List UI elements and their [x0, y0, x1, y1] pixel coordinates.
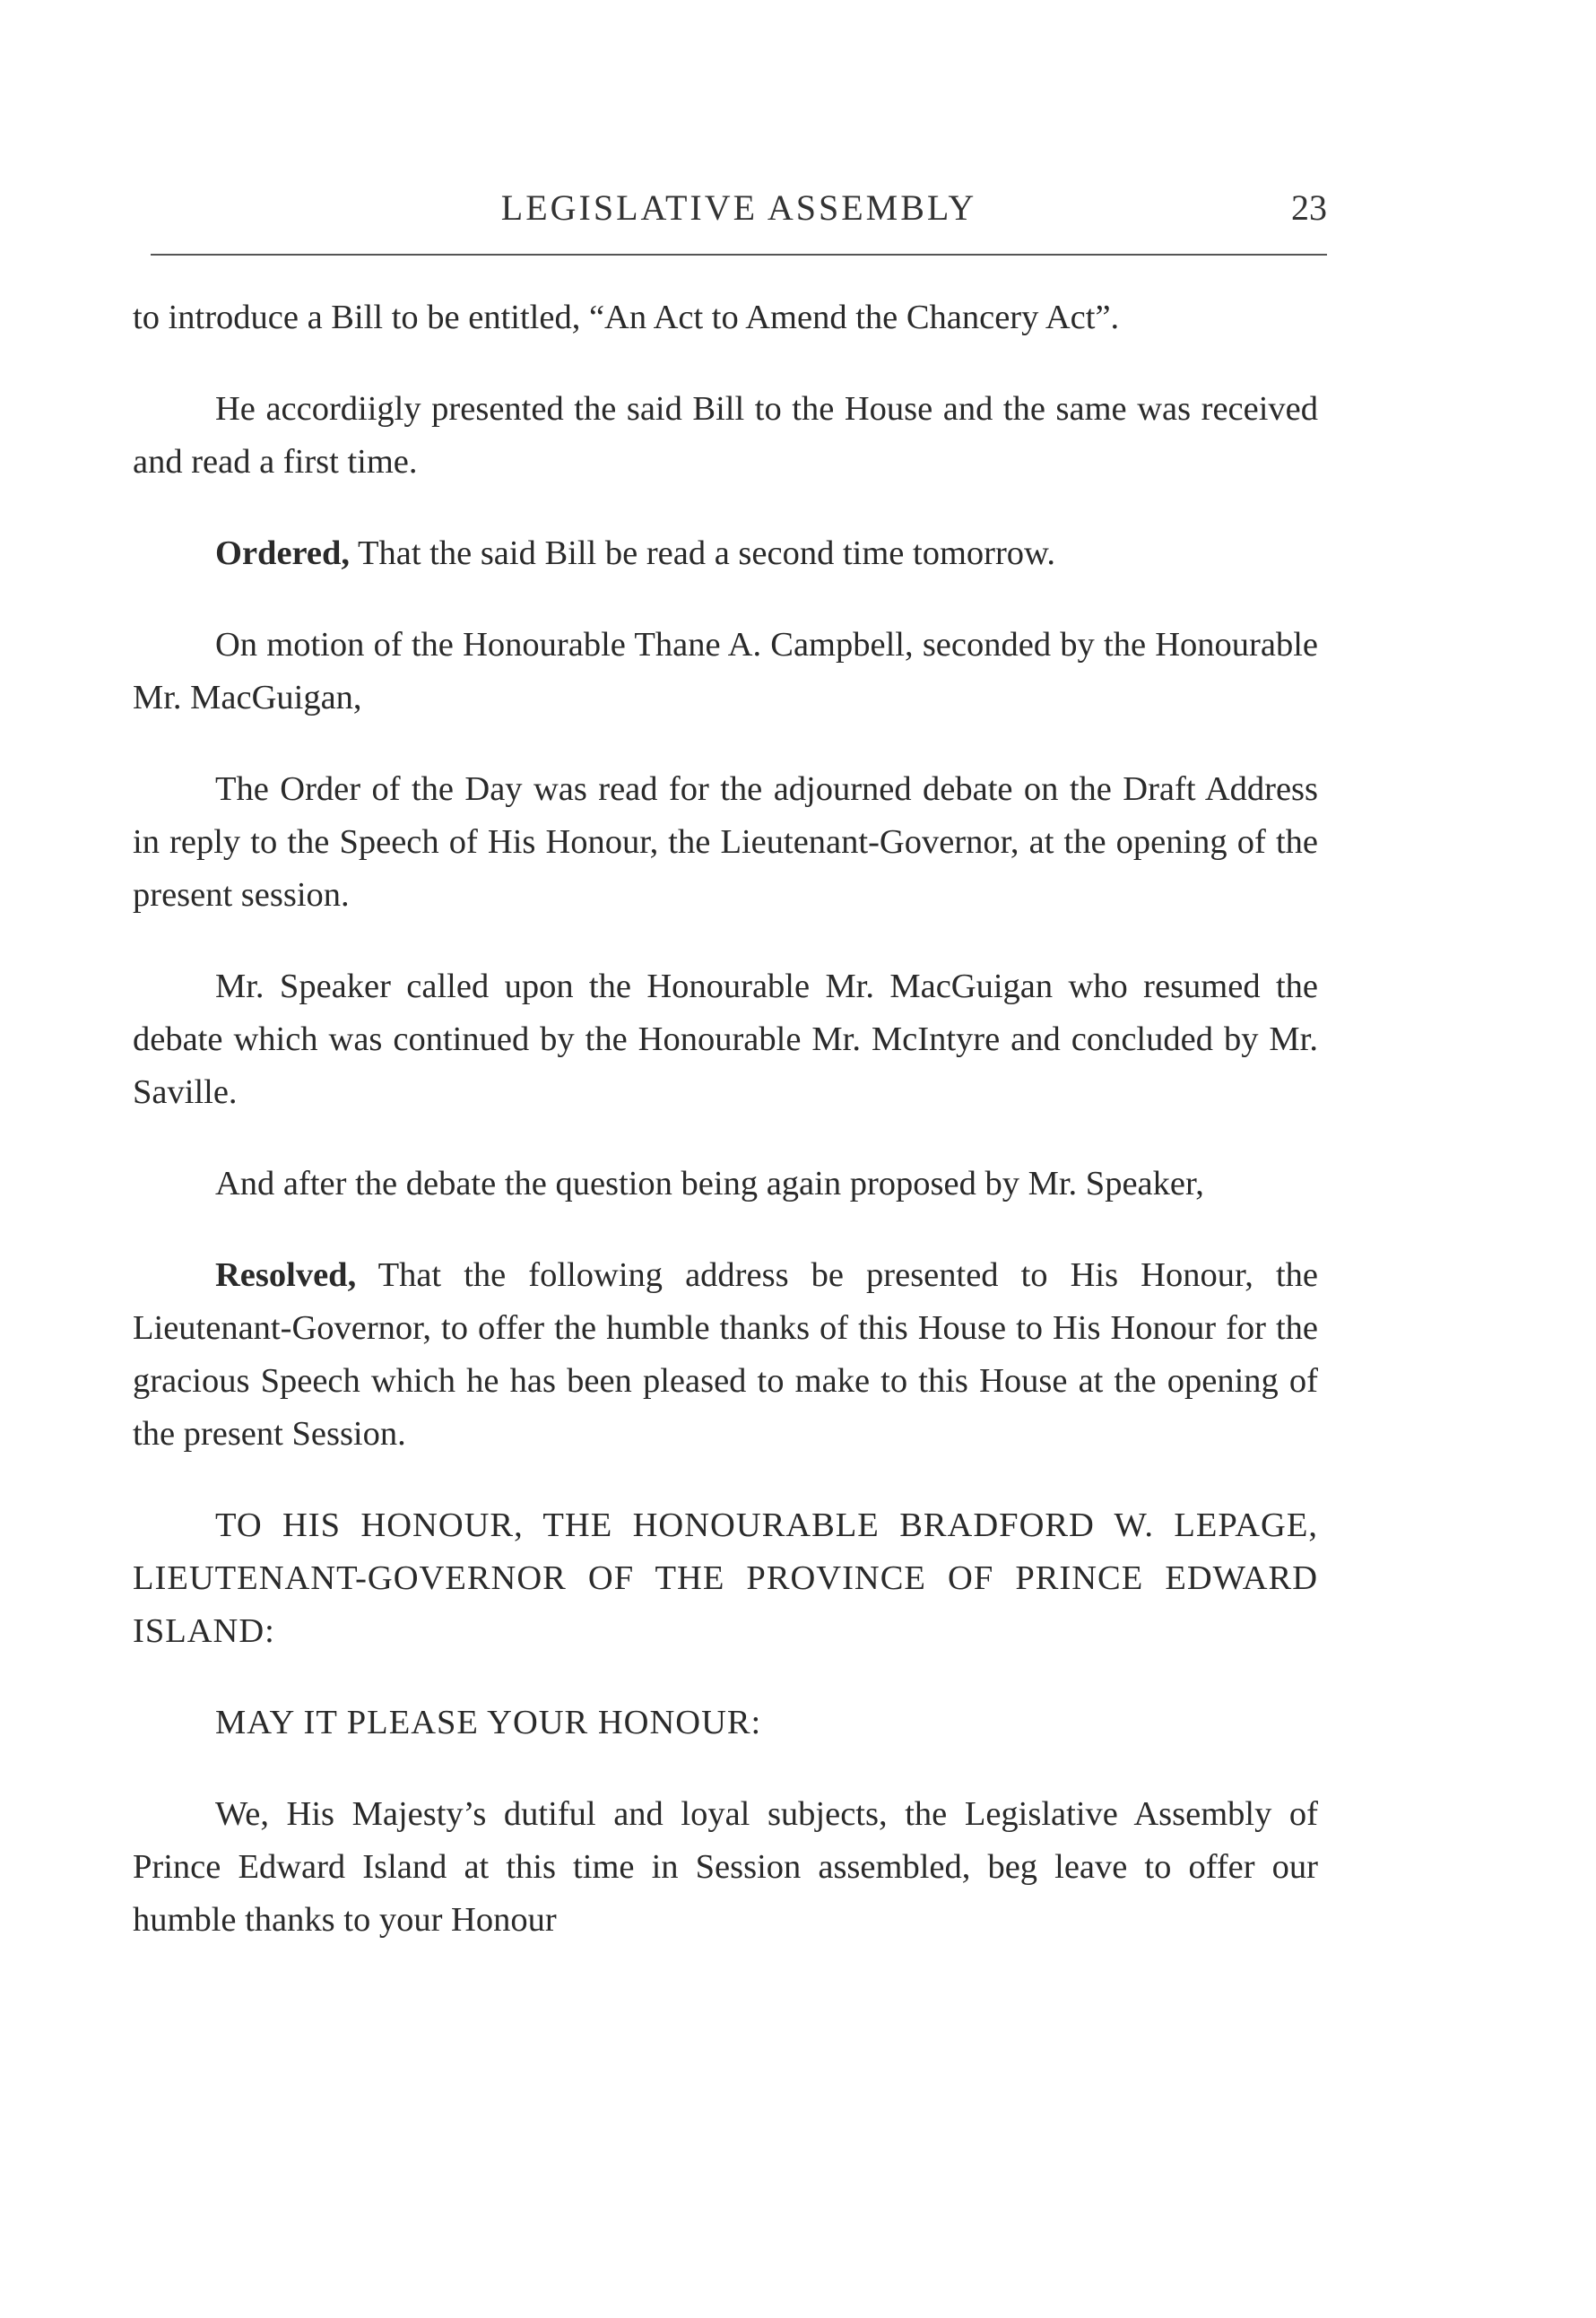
- paragraph-text: He accordiigly presented the said Bill to the House and the same was received and read a first time.: [133, 390, 1318, 481]
- paragraph-lead: Ordered,: [215, 534, 351, 572]
- paragraph-text: We, His Majesty’s dutiful and loyal subjects, the Legislative Assembly of Prince Edward Island at this time in Session assembled, beg leave to offer our humble thanks to your Honour: [133, 1795, 1318, 1939]
- page-number: 23: [1291, 187, 1327, 228]
- paragraph-text: TO HIS HONOUR, THE HONOURABLE BRADFORD W. LEPAGE, LIEUTENANT-GOVERNOR OF THE PROVINCE OF PRINCE EDWARD ISLAND:: [133, 1506, 1318, 1650]
- paragraph-text: That the following address be presented to His Honour, the Lieutenant-Governor, to offer the humble thanks of this House to His Honour for the gracious Speech which he has been pleased to make to this House at the opening of the present Session.: [133, 1256, 1318, 1453]
- body-text: [133, 291, 1318, 1985]
- paragraph-text: That the said Bill be read a second time tomorrow.: [350, 534, 1055, 572]
- paragraph-text: MAY IT PLEASE YOUR HONOUR:: [215, 1704, 762, 1741]
- address-opening: [133, 1697, 1318, 1749]
- paragraph-text: The Order of the Day was read for the adjourned debate on the Draft Address in reply to the Speech of His Honour, the Lieutenant-Governor, at the opening of the present session.: [133, 770, 1318, 914]
- paragraph: [133, 763, 1318, 922]
- paragraph: [133, 383, 1318, 489]
- paragraph: [133, 291, 1318, 344]
- paragraph: [133, 619, 1318, 725]
- paragraph: [133, 960, 1318, 1119]
- paragraph: [133, 1158, 1318, 1211]
- paragraph: [133, 1249, 1318, 1461]
- paragraph-text: Mr. Speaker called upon the Honourable Mr. MacGuigan who resumed the debate which was continued by the Honourable Mr. McIntyre and concluded by Mr. Saville.: [133, 968, 1318, 1111]
- paragraph-text: to introduce a Bill to be entitled, “An Act to Amend the Chancery Act”.: [133, 299, 1120, 336]
- paragraph-lead: Resolved,: [215, 1256, 357, 1294]
- paragraph-text: On motion of the Honourable Thane A. Campbell, seconded by the Honourable Mr. MacGuigan,: [133, 626, 1318, 716]
- paragraph: [133, 527, 1318, 580]
- running-title: LEGISLATIVE ASSEMBLY: [500, 187, 977, 228]
- paragraph-text: And after the debate the question being again proposed by Mr. Speaker,: [215, 1165, 1204, 1202]
- header-rule: [151, 254, 1327, 256]
- paragraph: [133, 1788, 1318, 1947]
- address-salutation: [133, 1499, 1318, 1658]
- page-header: [151, 187, 1327, 240]
